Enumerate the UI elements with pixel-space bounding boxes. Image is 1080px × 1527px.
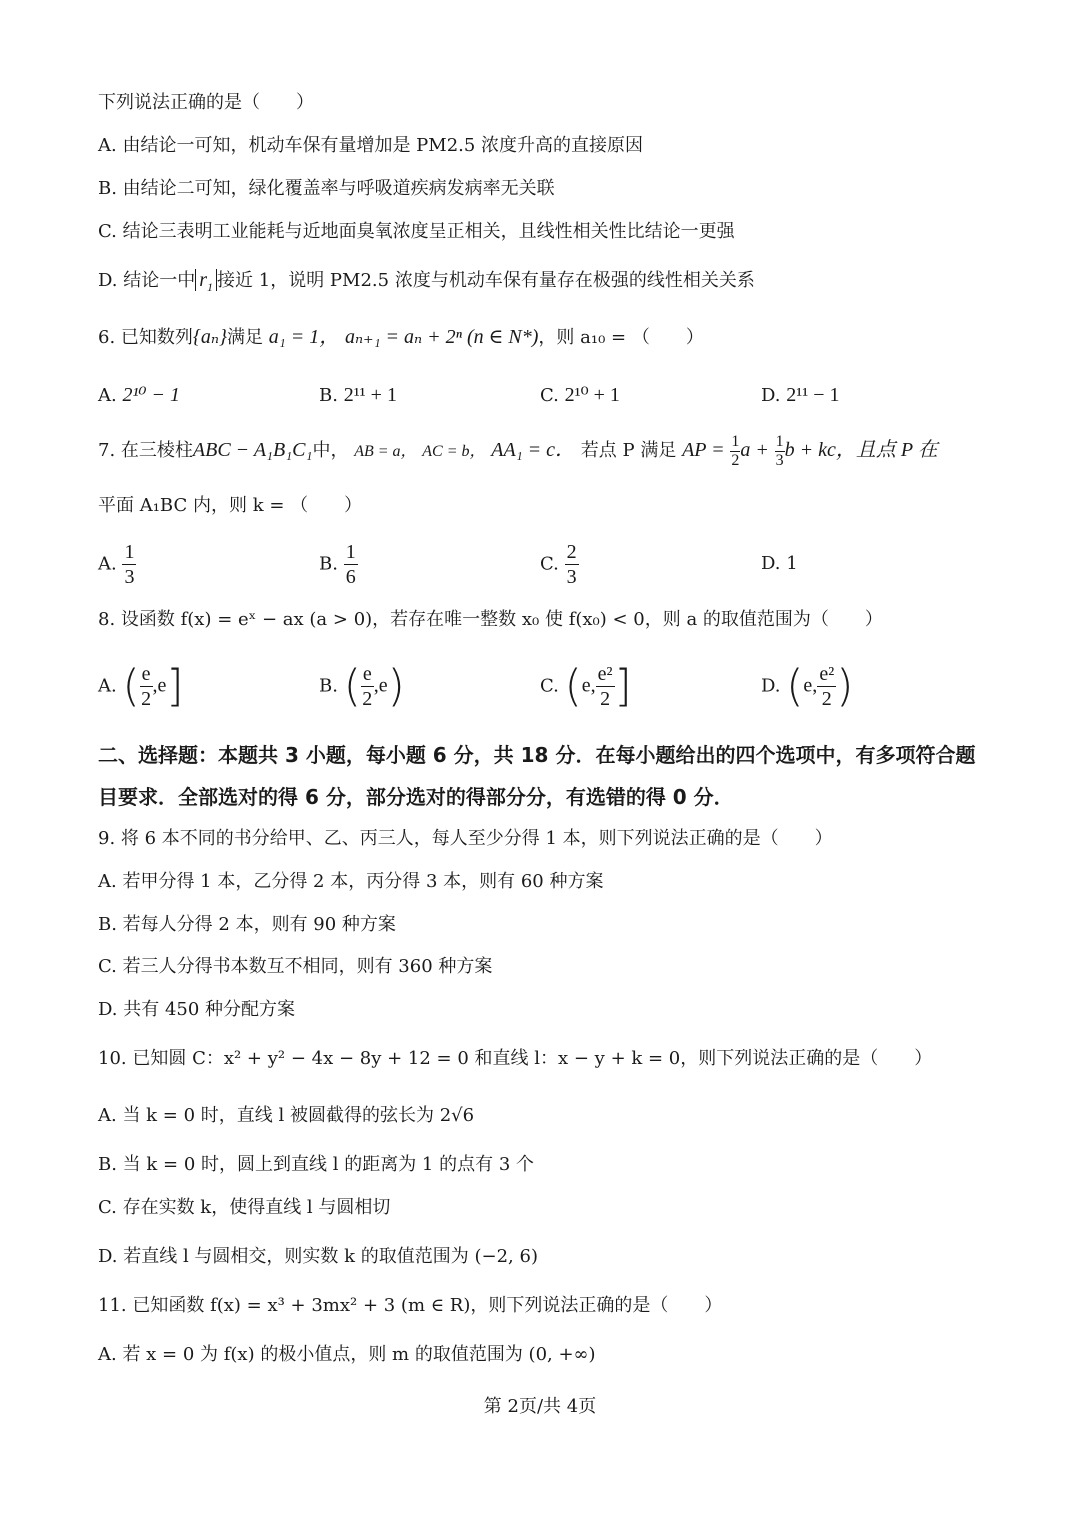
q8-stem: 8. 设函数 f(x) = eˣ − ax (a > 0)，若存在唯一整数 x₀ 使 f(x₀) < 0，则 a 的取值范围为（ ） — [98, 609, 883, 630]
q7-fraction-half: $\frac{1}{2}$ — [731, 432, 740, 469]
q7-option-a: A. $\frac{1}{3}$ — [98, 541, 135, 588]
q6-option-d: D. 2¹¹ − 1 — [761, 384, 840, 406]
q7-vector-aa1: AA₁ = c． — [491, 439, 576, 461]
q10-stem: 10. 已知圆 C：x² + y² − 4x − 8y + 12 = 0 和直线 l：x − y + k = 0，则下列说法正确的是（ ） — [98, 1048, 933, 1069]
q6-option-a: A. 2¹⁰ − 1 — [98, 384, 180, 406]
q9-stem: 9. 将 6 本不同的书分给甲、乙、丙三人，每人至少分得 1 本，则下列说法正确的是（ ） — [98, 828, 833, 849]
q7-fraction-third: $\frac{1}{3}$ — [775, 432, 784, 469]
section-2-heading: 二、选择题：本题共 3 小题，每小题 6 分，共 18 分．在每小题给出的四个选项中，有多项符合题目要求．全部选对的得 6 分，部分选对的得部分分，有选错的得 0 分． — [98, 743, 976, 809]
q7-vector-ab: AB = a， — [354, 443, 417, 460]
q10-option-d: D. 若直线 l 与圆相交，则实数 k 的取值范围为 (−2, 6) — [98, 1246, 538, 1267]
q6-sequence: {aₙ} — [192, 326, 228, 348]
q5-option-d-prefix: D. 结论一中 — [98, 270, 196, 291]
q9-option-d: D. 共有 450 种分配方案 — [98, 999, 296, 1020]
q10-option-b: B. 当 k = 0 时，圆上到直线 l 的距离为 1 的点有 3 个 — [98, 1154, 534, 1175]
q11-stem: 11. 已知函数 f(x) = x³ + 3mx² + 3 (m ∈ R)，则下列说法正确的是（ ） — [98, 1295, 723, 1316]
q10-option-a: A. 当 k = 0 时，直线 l 被圆截得的弦长为 2√6 — [98, 1105, 475, 1126]
q9-option-a: A. 若甲分得 1 本，乙分得 2 本，丙分得 3 本，则有 60 种方案 — [98, 871, 604, 892]
q8-option-c: C. (e, $\frac{\text{e²}}{2}$ ] — [540, 660, 632, 712]
q5-option-b: B. 由结论二可知，绿化覆盖率与呼吸道疾病发病率无关联 — [98, 178, 555, 199]
q7-prism: ABC − A₁B₁C₁ — [192, 439, 313, 461]
q7-vector-ap: AP = — [682, 439, 725, 461]
page-footer: 第 2页/共 4页 — [483, 1396, 597, 1417]
q7-option-b: B. $\frac{1}{6}$ — [319, 541, 356, 588]
q5-option-d-suffix: 接近 1，说明 PM2.5 浓度与机动车保有量存在极强的线性相关关系 — [217, 270, 755, 291]
q5-stem: 下列说法正确的是（ ） — [98, 92, 314, 113]
q8-option-a: A. ( $\frac{e}{2}$ ,e] — [98, 660, 184, 712]
q9-option-c: C. 若三人分得书本数互不相同，则有 360 种方案 — [98, 956, 493, 977]
q5-abs-r: $r_1$ — [195, 269, 217, 291]
q9-option-b: B. 若每人分得 2 本，则有 90 种方案 — [98, 914, 396, 935]
q8-option-b: B. ( $\frac{e}{2}$ ,e) — [319, 660, 405, 712]
q7-stem: 7. 在三棱柱ABC − A₁B₁C₁中， AB = a， AC = b， AA₁ = c． 若点 P 满足 AP = $\frac{1}{2}$ a + $\frac{1}{3}$ b + kc，且点 P 在 — [98, 432, 938, 469]
q11-option-a: A. 若 x = 0 为 f(x) 的极小值点，则 m 的取值范围为 (0, +∞) — [98, 1344, 596, 1365]
q7-option-d: D. 1 — [761, 553, 798, 574]
q6-condition-2: aₙ₊₁ = aₙ + 2ⁿ (n ∈ N*) — [344, 326, 539, 348]
q5-option-a: A. 由结论一可知，机动车保有量增加是 PM2.5 浓度升高的直接原因 — [98, 135, 644, 156]
q10-option-c: C. 存在实数 k，使得直线 l 与圆相切 — [98, 1197, 391, 1218]
q5-option-d — [98, 268, 755, 293]
q7-stem-line2: 平面 A₁BC 内，则 k = （ ） — [98, 495, 363, 516]
q5-option-c: C. 结论三表明工业能耗与近地面臭氧浓度呈正相关，且线性相关性比结论一更强 — [98, 221, 735, 242]
q8-option-d: D. (e, $\frac{\text{e²}}{2}$ ) — [761, 660, 854, 712]
q6-stem: 6. 已知数列{aₙ}满足 a₁ = 1， aₙ₊₁ = aₙ + 2ⁿ (n ∈ N*)，则 a₁₀ = （ ） — [98, 326, 704, 348]
q7-option-c: C. $\frac{2}{3}$ — [540, 541, 577, 588]
q6-option-c: C. 2¹⁰ + 1 — [540, 384, 620, 406]
q6-option-b: B. 2¹¹ + 1 — [319, 384, 397, 406]
q6-condition-1: a₁ = 1， — [268, 326, 340, 348]
q7-vector-ac: AC = b， — [422, 443, 486, 460]
